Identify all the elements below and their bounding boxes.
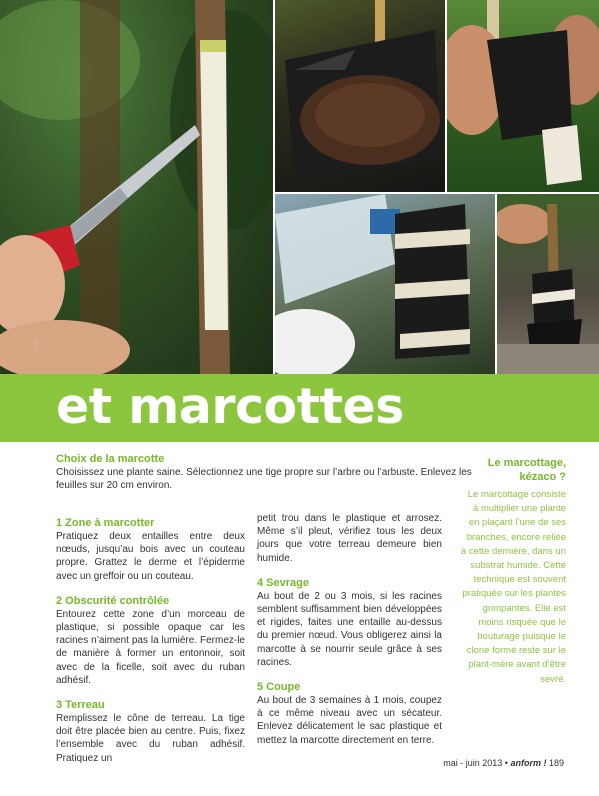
step-5-text: Au bout de 3 semaines à 1 mois, coupez à ce même niveau avec un sécateur. Enlevez délicatement le sac plastique et mettez la marcotte directement en terre. xyxy=(257,695,442,746)
footer-separator: • xyxy=(504,758,508,768)
footer-date: mai - juin 2013 xyxy=(443,758,503,768)
column-left xyxy=(56,517,245,777)
sidebar-text: Le marcottage consiste à multiplier une plante en plaçant l’une de ses branches, encore reliée à cette dernière, dans un substrat humide. Cette technique est souvent pratiquée sur les plantes grimpantes. Elle est moins risquée que le bouturage puisque le clone formé reste sur le plant-mère avant d’être sevré. xyxy=(460,489,566,685)
soil-in-plastic-photo xyxy=(275,0,445,192)
intro-section xyxy=(56,453,474,492)
step-4-text: Au bout de 2 ou 3 mois, si les racines semblent suffisamment bien développées et rigides, faites une entaille au-dessus du premier nœud. Vous obligerez ainsi la marcotte à se nourrir seule grâce à ses racines. xyxy=(257,590,442,668)
photo-credit: © CT xyxy=(34,338,40,350)
step-1 xyxy=(56,517,245,583)
step-3 xyxy=(56,699,245,765)
sidebar-title-line-2: kézaco ? xyxy=(519,471,566,483)
potted-marcotte-photo xyxy=(497,194,599,374)
step-2-text: Entourez cette zone d’un morceau de plastique, si possible opaque car les racines n’aiment pas la lumière. Fermez-le de manière à former un entonnoir, soit avec de la ficelle, soit avec du ruban adhésif. xyxy=(56,608,245,686)
step-4 xyxy=(257,577,442,669)
step-2-heading: 2 Obscurité contrôlée xyxy=(56,594,170,607)
page-footer xyxy=(443,758,564,768)
sidebar-box xyxy=(460,456,566,687)
sidebar-title xyxy=(460,456,566,484)
hands-wrapping-plastic-photo xyxy=(447,0,599,192)
step-3-continuation-text: petit trou dans le plastique et arrosez. Même s’il pleut, vérifiez tous les deux jours que votre terreau demeure bien humide. xyxy=(257,513,442,564)
intro-text: Choisissez une plante saine. Sélectionnez une tige propre sur l’arbre ou l’arbuste. Enlevez les feuilles sur 20 cm environ. xyxy=(56,467,472,492)
step-3-continued xyxy=(257,512,442,565)
step-2 xyxy=(56,595,245,687)
photo-collage xyxy=(0,0,599,374)
step-3-text: Remplissez le cône de terreau. La tige doit être placée bien au centre. Puis, fixez l’ensemble avec du ruban adhésif. Pratiquez un xyxy=(56,713,245,764)
page-title: et marcottes xyxy=(56,378,404,435)
footer-magazine: anform ! xyxy=(510,758,547,768)
step-5 xyxy=(257,681,442,747)
step-3-heading: 3 Terreau xyxy=(56,699,105,712)
step-1-heading: 1 Zone à marcotter xyxy=(56,517,155,529)
step-1-text: Pratiquez deux entailles entre deux nœuds, jusqu’au bois avec un couteau propre. Grattez le derme et l’épiderme avec un greffoir ou un couteau. xyxy=(56,531,245,582)
footer-page-number: 189 xyxy=(548,758,564,768)
column-middle xyxy=(257,512,442,759)
watering-bottle-photo xyxy=(275,194,495,374)
intro-heading: Choix de la marcotte xyxy=(56,453,165,465)
knife-cutting-stem-photo xyxy=(0,0,273,374)
step-5-heading: 5 Coupe xyxy=(257,681,301,694)
step-4-heading: 4 Sevrage xyxy=(257,576,309,589)
sidebar-title-line-1: Le marcottage, xyxy=(487,457,566,469)
